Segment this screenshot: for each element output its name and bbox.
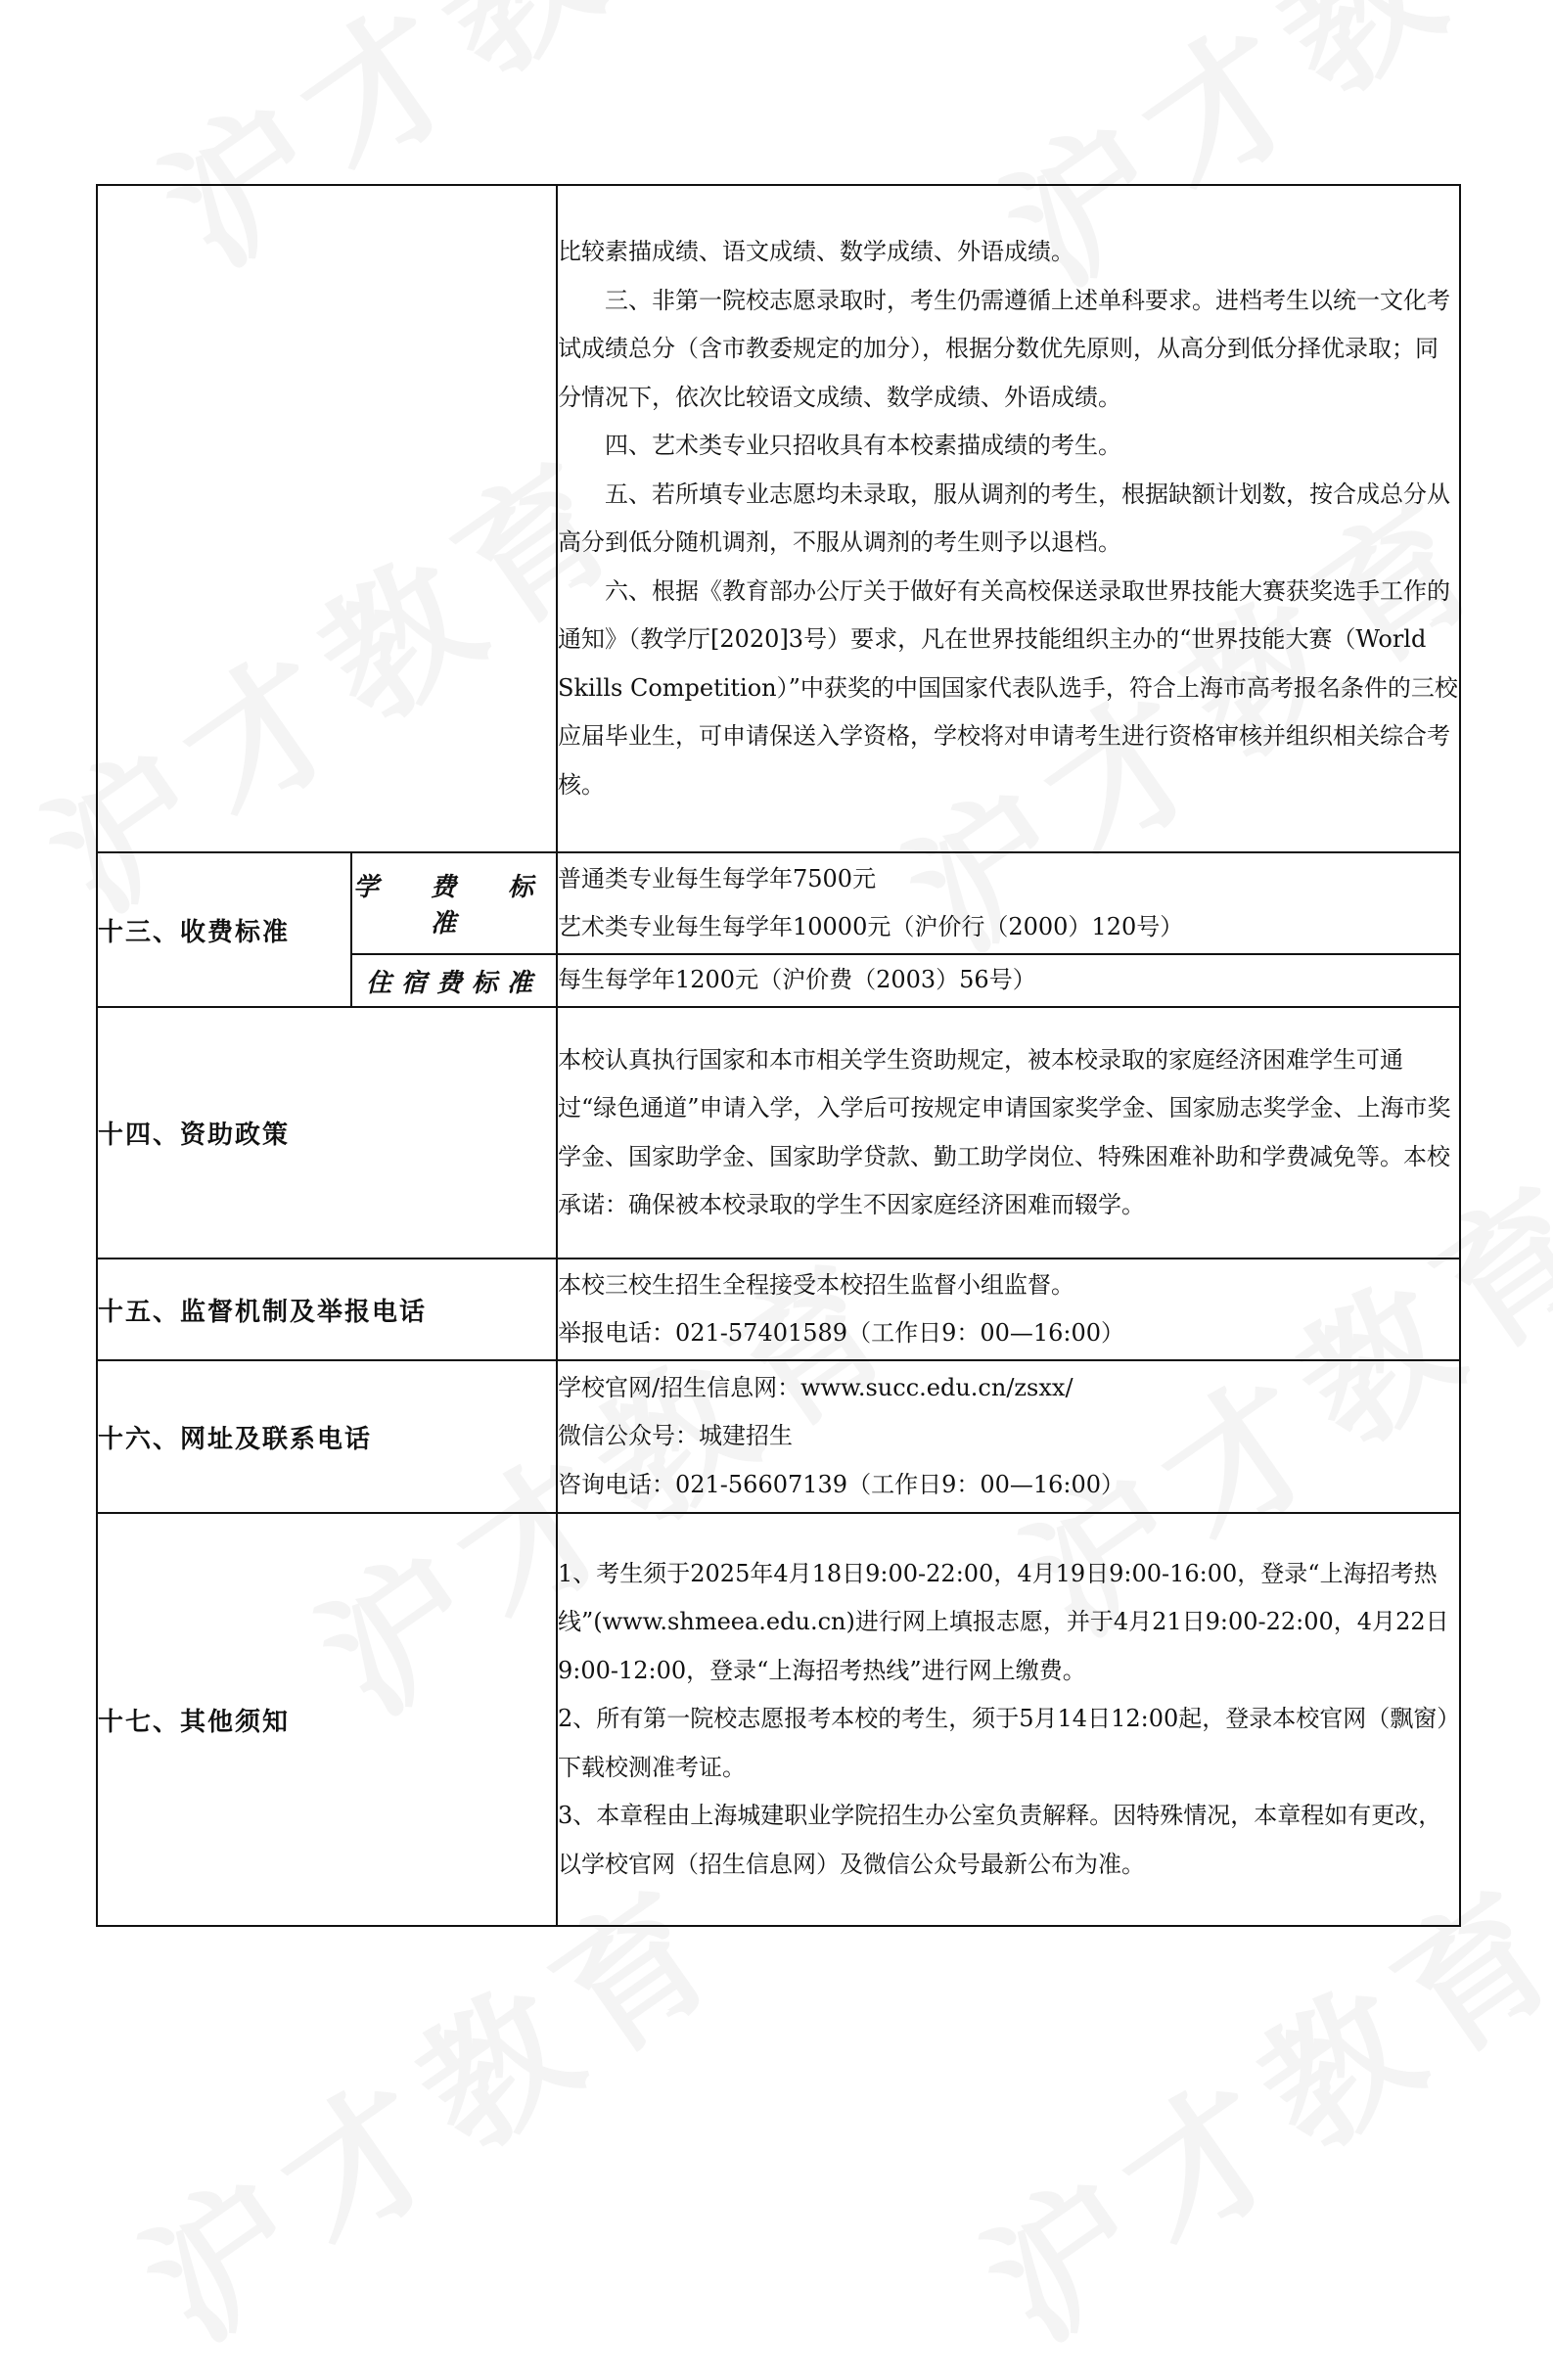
table-row — [97, 1360, 1460, 1513]
paragraph: 2、所有第一院校志愿报考本校的考生，须于5月14日12:00起，登录本校官网（飘窗）下载校测准考证。 — [558, 1705, 1449, 1781]
wechat-line: 微信公众号：城建招生 — [558, 1422, 793, 1450]
dorm-content — [557, 954, 1460, 1007]
supervision-line: 本校三校生招生全程接受本校招生监督小组监督。 — [558, 1270, 1074, 1299]
website-line: 学校官网/招生信息网：www.succ.edu.cn/zsxx/ — [558, 1373, 1073, 1401]
table-row — [97, 1259, 1460, 1360]
table-row — [97, 1513, 1460, 1926]
admission-table — [96, 184, 1461, 1927]
dorm-line: 每生每学年1200元（沪价费（2003）56号） — [558, 966, 1036, 994]
aid-content — [557, 1007, 1460, 1259]
consult-phone-line: 咨询电话：021-56607139（工作日9：00—16:00） — [558, 1470, 1125, 1498]
table-row — [97, 1007, 1460, 1259]
dorm-label: 住宿费标准 — [351, 954, 557, 1007]
tuition-line: 艺术类专业每生每学年10000元（沪价行（2000）120号） — [558, 913, 1184, 940]
supervision-phone: 举报电话：021-57401589（工作日9：00—16:00） — [558, 1319, 1125, 1347]
paragraph: 五、若所填专业志愿均未录取，服从调剂的考生，根据缺额计划数，按合成总分从高分到低分随机调剂，不服从调剂的考生则予以退档。 — [558, 480, 1450, 556]
tuition-content — [557, 852, 1460, 954]
supervision-label: 十五、监督机制及举报电话 — [97, 1259, 557, 1360]
supervision-content — [557, 1259, 1460, 1360]
paragraph: 1、考生须于2025年4月18日9:00-22:00，4月19日9:00-16:00，登录“上海招考热线”(www.shmeea.edu.cn)进行网上填报志愿，并于4月21日9:00-22:00，4月22日9:00-12:00，登录“上海招考热线”进行网上缴费。 — [558, 1559, 1449, 1684]
empty-label-cell — [97, 185, 557, 852]
fees-label: 十三、收费标准 — [97, 852, 351, 1007]
paragraph: 比较素描成绩、语文成绩、数学成绩、外语成绩。 — [558, 238, 1074, 265]
contact-label: 十六、网址及联系电话 — [97, 1360, 557, 1513]
paragraph: 六、根据《教育部办公厅关于做好有关高校保送录取世界技能大赛获奖选手工作的通知》（教学厅[2020]3号）要求，凡在世界技能组织主办的“世界技能大赛（World Skills Competition）”中获奖的中国国家代表队选手，符合上海市高考报名条件的三校应届毕业生，可申请保送入学资格，学校将对申请考生进行资格审核并组织相关综合考核。 — [558, 576, 1458, 799]
admission-rules-content — [557, 185, 1460, 852]
paragraph: 三、非第一院校志愿录取时，考生仍需遵循上述单科要求。进档考生以统一文化考试成绩总分（含市教委规定的加分），根据分数优先原则，从高分到低分择优录取；同分情况下，依次比较语文成绩、数学成绩、外语成绩。 — [558, 286, 1450, 411]
other-label: 十七、其他须知 — [97, 1513, 557, 1926]
tuition-label: 学 费 标 准 — [351, 852, 557, 954]
aid-label: 十四、资助政策 — [97, 1007, 557, 1259]
table-row — [97, 185, 1460, 852]
table-row — [97, 852, 1460, 954]
contact-content — [557, 1360, 1460, 1513]
other-content — [557, 1513, 1460, 1926]
paragraph: 本校认真执行国家和本市相关学生资助规定，被本校录取的家庭经济困难学生可通过“绿色通道”申请入学，入学后可按规定申请国家奖学金、国家励志奖学金、上海市奖学金、国家助学金、国家助学贷款、勤工助学岗位、特殊困难补助和学费减免等。本校承诺：确保被本校录取的学生不因家庭经济困难而辍学。 — [558, 1045, 1451, 1218]
paragraph: 3、本章程由上海城建职业学院招生办公室负责解释。因特殊情况，本章程如有更改，以学校官网（招生信息网）及微信公众号最新公布为准。 — [558, 1802, 1442, 1878]
paragraph: 四、艺术类专业只招收具有本校素描成绩的考生。 — [605, 432, 1121, 459]
tuition-line: 普通类专业每生每学年7500元 — [558, 864, 877, 892]
